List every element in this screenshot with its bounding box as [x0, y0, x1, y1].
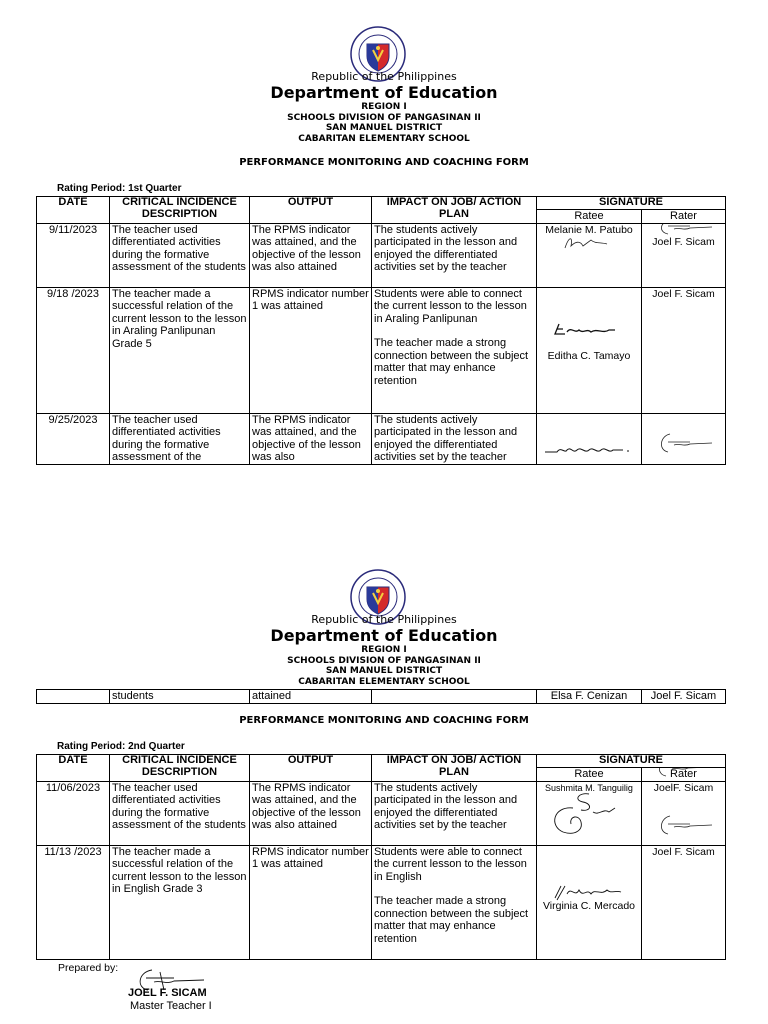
row-critical: The teacher used differentiated activities during the formative assessment of the students [110, 781, 250, 845]
rater-name: Joel F. Sicam [652, 845, 715, 858]
rater-signature-icon [656, 223, 716, 240]
rater-name: Joel F. Sicam [652, 287, 715, 300]
ratee-name: Editha C. Tamayo [547, 349, 631, 362]
ratee-name: Melanie M. Patubo [545, 223, 633, 236]
form-title: PERFORMANCE MONITORING AND COACHING FORM [239, 715, 529, 726]
rater-signature-icon [654, 767, 714, 780]
row-date: 9/18 /2023 [37, 287, 110, 413]
row-rater-cell [642, 845, 726, 959]
col-impact: IMPACT ON JOB/ ACTION PLAN [372, 197, 537, 224]
row-impact: The students actively participated in the lesson and enjoyed the differentiated activities set by the teacher [372, 413, 537, 464]
continuation-table [36, 689, 726, 704]
rater-name: Joel F. Sicam [652, 235, 715, 248]
ratee-signature-icon [543, 442, 635, 458]
row-ratee-cell [537, 781, 642, 845]
region-line: REGION I [361, 645, 407, 655]
rater-label: Rater [670, 767, 697, 780]
row-impact: The students actively participated in the lesson and enjoyed the differentiated activities set by the teacher [372, 223, 537, 287]
impact-line-2: The teacher made a strong connection between the subject matter that may enhance retention [374, 337, 529, 387]
row-date: 9/11/2023 [37, 223, 110, 287]
district-line: SAN MANUEL DISTRICT [325, 666, 443, 676]
col-rater [642, 767, 726, 781]
row-critical: The teacher used differentiated activities during the formative assessment of the [110, 413, 250, 464]
ratee-signature-icon [561, 234, 611, 254]
ratee-name: Virginia C. Mercado [542, 899, 635, 912]
region-line: REGION I [361, 102, 407, 112]
row-rater-cell [642, 781, 726, 845]
table-row [37, 781, 726, 845]
col-date: DATE [37, 755, 110, 782]
col-critical: CRITICAL INCIDENCE DESCRIPTION [110, 755, 250, 782]
row-output: attained [250, 690, 372, 704]
row-output: RPMS indicator number 1 was attained [250, 845, 372, 959]
republic-line: Republic of the Philippines [311, 70, 457, 83]
col-impact: IMPACT ON JOB/ ACTION PLAN [372, 755, 537, 782]
prepared-by-label: Prepared by: [58, 962, 119, 974]
row-output: The RPMS indicator was attained, and the objective of the lesson was also attained [250, 781, 372, 845]
rater-name: JoelF. Sicam [653, 781, 714, 794]
row-impact [372, 287, 537, 413]
row-ratee-cell [537, 413, 642, 464]
preparer-name: JOEL F. SICAM [128, 987, 207, 999]
republic-line: Republic of the Philippines [311, 613, 457, 626]
row-output: The RPMS indicator was attained, and the objective of the lesson was also attained [250, 223, 372, 287]
impact-line-1: Students were able to connect the current lesson to the lesson in English [374, 845, 527, 883]
row-ratee-cell [537, 223, 642, 287]
ratee-signature-icon [551, 884, 627, 902]
row-critical: The teacher used differentiated activities during the formative assessment of the students [110, 223, 250, 287]
form-title: PERFORMANCE MONITORING AND COACHING FORM [239, 157, 529, 168]
col-signature: SIGNATURE [537, 755, 726, 768]
row-critical: The teacher made a successful relation of the current lesson to the lesson in English Grade 3 [110, 845, 250, 959]
col-critical: CRITICAL INCIDENCE DESCRIPTION [110, 197, 250, 224]
division-line: SCHOOLS DIVISION OF PANGASINAN II [287, 655, 481, 666]
row-date: 11/06/2023 [37, 781, 110, 845]
department-title: Department of Education [270, 83, 498, 102]
ratee-name: Sushmita M. Tanguilig [545, 782, 633, 793]
school-line: CABARITAN ELEMENTARY SCHOOL [298, 133, 470, 144]
q1-table [36, 196, 726, 465]
row-critical: students [110, 690, 250, 704]
col-output: OUTPUT [250, 755, 372, 782]
row-ratee-cell [537, 287, 642, 413]
division-line: SCHOOLS DIVISION OF PANGASINAN II [287, 112, 481, 123]
rater-name: Joel F. Sicam [642, 690, 726, 704]
col-ratee: Ratee [537, 209, 642, 223]
row-impact [372, 690, 537, 704]
rating-period-q1: Rating Period: 1st Quarter [57, 183, 182, 194]
row-rater-cell [642, 413, 726, 464]
ratee-signature-icon [551, 322, 621, 338]
rating-period-q2: Rating Period: 2nd Quarter [57, 741, 185, 752]
impact-line-2: The teacher made a strong connection between the subject matter that may enhance retention [374, 895, 529, 945]
col-date: DATE [37, 197, 110, 224]
table-row [37, 223, 726, 287]
rater-signature-icon [656, 432, 716, 458]
district-line: SAN MANUEL DISTRICT [325, 123, 443, 133]
row-date: 11/13 /2023 [37, 845, 110, 959]
q2-table [36, 754, 726, 960]
row-date [37, 690, 110, 704]
row-output: The RPMS indicator was attained, and the objective of the lesson was also [250, 413, 372, 464]
row-rater-cell [642, 223, 726, 287]
col-output: OUTPUT [250, 197, 372, 224]
col-rater: Rater [642, 209, 726, 223]
rater-signature-icon [656, 814, 716, 840]
row-impact [372, 845, 537, 959]
row-impact: The students actively participated in the lesson and enjoyed the differentiated activities set by the teacher [372, 781, 537, 845]
table-row [37, 413, 726, 464]
row-date: 9/25/2023 [37, 413, 110, 464]
table-row [37, 845, 726, 959]
row-rater-cell [642, 287, 726, 413]
col-ratee: Ratee [537, 767, 642, 781]
table-row [37, 690, 726, 704]
ratee-name: Elsa F. Cenizan [537, 690, 642, 704]
ratee-signature-icon [543, 786, 623, 838]
impact-line-1: Students were able to connect the current lesson to the lesson in Araling Panlipunan [374, 287, 527, 325]
row-output: RPMS indicator number 1 was attained [250, 287, 372, 413]
department-title: Department of Education [270, 626, 498, 645]
row-critical: The teacher made a successful relation of the current lesson to the lesson in Araling Panlipunan Grade 5 [110, 287, 250, 413]
row-ratee-cell [537, 845, 642, 959]
preparer-position: Master Teacher I [130, 1000, 212, 1012]
col-signature: SIGNATURE [537, 197, 726, 210]
table-row [37, 287, 726, 413]
school-line: CABARITAN ELEMENTARY SCHOOL [298, 676, 470, 687]
